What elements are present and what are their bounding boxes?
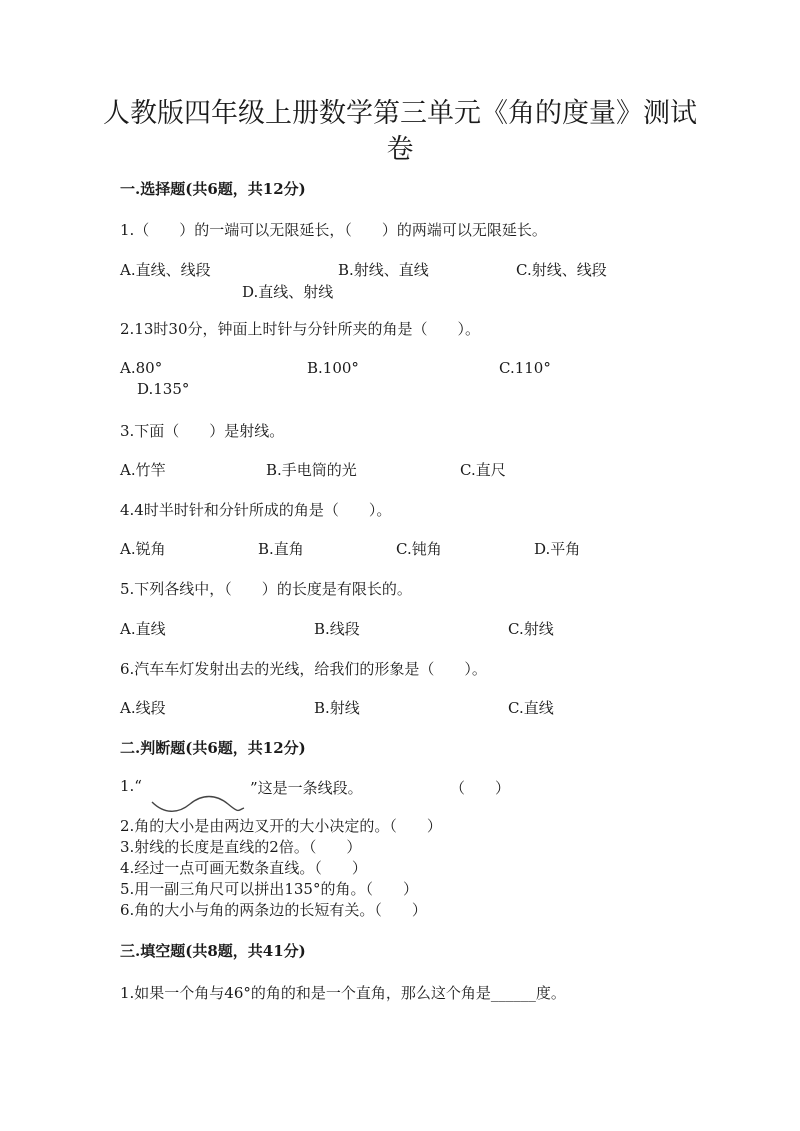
option: D.直线、射线 (242, 283, 334, 301)
option: B.射线 (314, 699, 360, 717)
question-text: 1.“ (120, 777, 142, 795)
judge-item: 5.用一副三角尺可以拼出135°的角。（ ） (120, 880, 418, 898)
option: C.射线 (508, 620, 554, 638)
section-heading-choice: 一.选择题(共6题，共12分) (120, 180, 306, 198)
option: A.80° (120, 359, 163, 377)
question-text: 3.下面（ ）是射线。 (120, 422, 285, 440)
judge-item: 6.角的大小与角的两条边的长短有关。（ ） (120, 901, 427, 919)
answer-paren: （ ） (450, 779, 511, 797)
page-title-line1: 人教版四年级上册数学第三单元《角的度量》测试 (103, 98, 697, 129)
question-text: 4.4时半时针和分针所成的角是（ ）。 (120, 501, 392, 519)
curve-line-figure (150, 792, 246, 814)
fill-item: 1.如果一个角与46°的角的和是一个直角，那么这个角是______度。 (120, 984, 566, 1002)
question-text: 6.汽车车灯发射出去的光线，给我们的形象是（ ）。 (120, 660, 487, 678)
question-text: 1.（ ）的一端可以无限延长，（ ）的两端可以无限延长。 (120, 221, 547, 239)
judge-item: 2.角的大小是由两边叉开的大小决定的。（ ） (120, 817, 442, 835)
option: D.平角 (534, 540, 581, 558)
section-heading-judge: 二.判断题(共6题，共12分) (120, 739, 306, 757)
option: B.射线、直线 (338, 261, 429, 279)
page-title-line2: 卷 (386, 134, 414, 165)
option: D.135° (137, 380, 190, 398)
judge-item: 3.射线的长度是直线的2倍。（ ） (120, 838, 362, 856)
question-text: 5.下列各线中，（ ）的长度是有限长的。 (120, 580, 412, 598)
option: C.直线 (508, 699, 554, 717)
section-heading-fill: 三.填空题(共8题，共41分) (120, 942, 306, 960)
option: B.直角 (258, 540, 304, 558)
option: C.钝角 (396, 540, 442, 558)
option: B.线段 (314, 620, 360, 638)
option: C.110° (499, 359, 551, 377)
option: A.直线 (120, 620, 166, 638)
question-text: ”这是一条线段。 (250, 779, 363, 797)
judge-item: 4.经过一点可画无数条直线。（ ） (120, 859, 367, 877)
option: B.100° (307, 359, 359, 377)
option: C.射线、线段 (516, 261, 607, 279)
option: A.直线、线段 (120, 261, 211, 279)
option: A.竹竿 (120, 461, 166, 479)
option: B.手电筒的光 (266, 461, 357, 479)
option: A.线段 (120, 699, 166, 717)
option: C.直尺 (460, 461, 506, 479)
option: A.锐角 (120, 540, 166, 558)
question-text: 2.13时30分，钟面上时针与分针所夹的角是（ ）。 (120, 320, 480, 338)
